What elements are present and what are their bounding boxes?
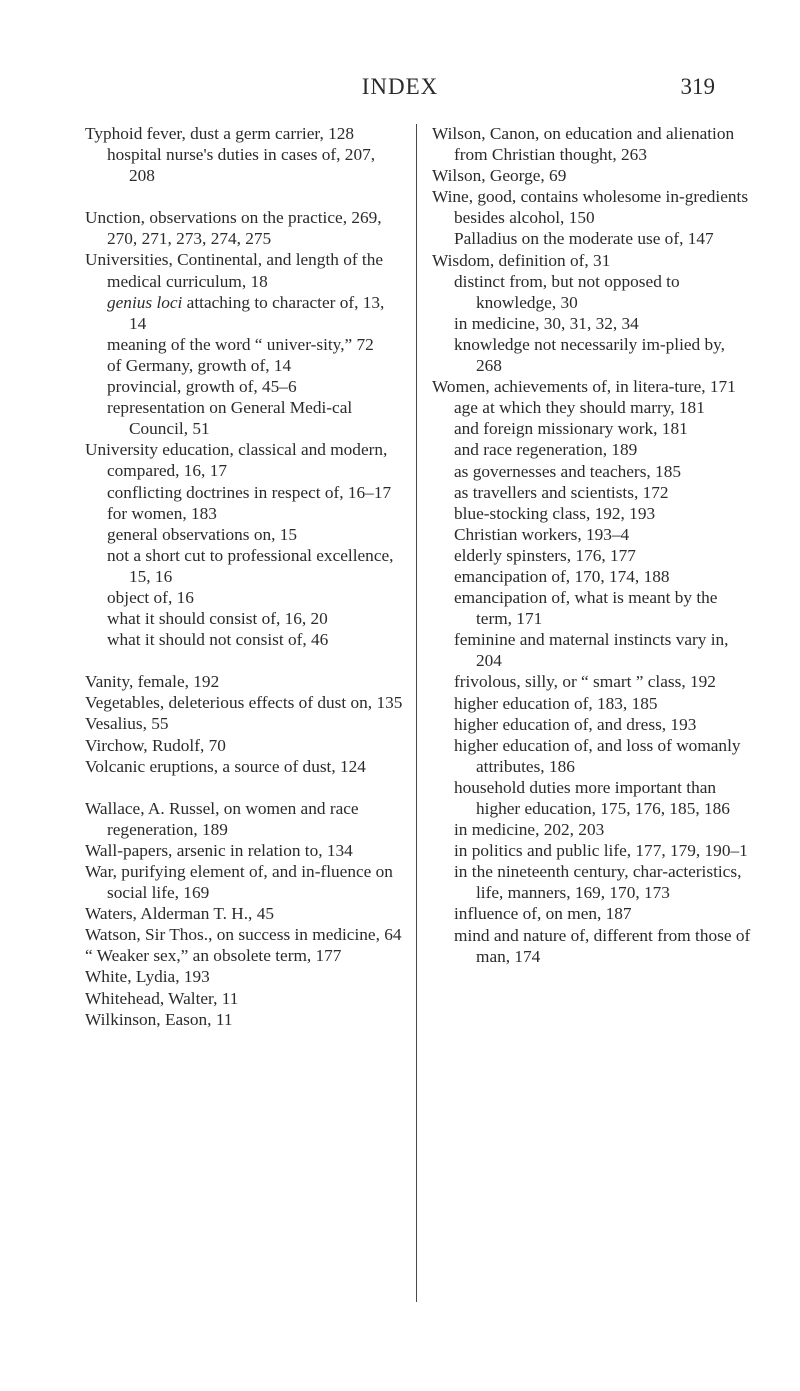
left-column — [85, 123, 403, 1030]
index-subentry: general observations on, 15 — [107, 524, 298, 544]
index-group — [85, 439, 403, 650]
page-header — [0, 74, 800, 104]
index-entry: Wallace, A. Russel, on women and race regeneration, 189 — [85, 798, 359, 839]
index-entry: Universities, Continental, and length of the medical curriculum, 18 — [85, 250, 384, 291]
index-entry: Wine, good, contains wholesome in-gredients besides alcohol, 150 — [432, 187, 749, 228]
index-term-italic: genius loci — [107, 292, 183, 312]
index-subentry: age at which they should marry, 181 — [454, 398, 705, 418]
index-group — [85, 123, 403, 186]
index-group — [432, 123, 752, 967]
index-subentry — [85, 292, 403, 334]
index-subentry: blue-stocking class, 192, 193 — [454, 503, 656, 523]
index-group — [85, 798, 403, 1030]
index-subentry: meaning of the word “ univer-sity,” 72 — [107, 334, 374, 354]
index-subentry: feminine and maternal instincts vary in, 204 — [454, 630, 729, 671]
index-entry: Wall-papers, arsenic in relation to, 134 — [85, 840, 353, 860]
index-subentry: distinct from, but not opposed to knowledge, 30 — [454, 271, 680, 312]
index-entry: Wilkinson, Eason, 11 — [85, 1009, 233, 1029]
index-entry: Watson, Sir Thos., on success in medicine, 64 — [85, 925, 402, 945]
index-entry: Vegetables, deleterious effects of dust on, 135 — [85, 693, 403, 713]
index-subentry: and foreign missionary work, 181 — [454, 419, 688, 439]
index-subentry: influence of, on men, 187 — [454, 904, 632, 924]
index-subentry: frivolous, silly, or “ smart ” class, 192 — [454, 672, 716, 692]
page-title: INDEX — [361, 74, 439, 99]
index-entry: Wilson, George, 69 — [432, 166, 567, 186]
index-group — [85, 207, 403, 249]
index-group — [85, 671, 403, 776]
index-subentry: hospital nurse's duties in cases of, 207, 208 — [107, 145, 376, 186]
index-subentry: emancipation of, 170, 174, 188 — [454, 566, 670, 586]
index-entry-text: attaching to character of, 13, 14 — [129, 292, 385, 333]
index-subentry: in politics and public life, 177, 179, 190–1 — [454, 841, 748, 861]
index-entry: “ Weaker sex,” an obsolete term, 177 — [85, 946, 342, 966]
index-subentry: in the nineteenth century, char-acteristics, life, manners, 169, 170, 173 — [454, 862, 742, 903]
index-subentry: what it should consist of, 16, 20 — [107, 609, 328, 629]
index-entry: Whitehead, Walter, 11 — [85, 988, 239, 1008]
index-entry: Vanity, female, 192 — [85, 672, 220, 692]
index-subentry: emancipation of, what is meant by the term, 171 — [454, 588, 718, 629]
index-entry: Typhoid fever, dust a germ carrier, 128 — [85, 124, 355, 143]
right-column — [432, 123, 752, 967]
index-subentry: not a short cut to professional excellence, 15, 16 — [107, 545, 394, 586]
index-subentry: Christian workers, 193–4 — [454, 524, 630, 544]
page-number: 319 — [680, 74, 715, 99]
index-subentry: in medicine, 202, 203 — [454, 820, 605, 840]
index-entry: Virchow, Rudolf, 70 — [85, 735, 226, 755]
index-entry: Volcanic eruptions, a source of dust, 124 — [85, 756, 366, 776]
index-subentry: Palladius on the moderate use of, 147 — [454, 229, 714, 249]
index-entry: Unction, observations on the practice, 269, 270, 271, 273, 274, 275 — [85, 208, 382, 249]
index-subentry: household duties more important than higher education, 175, 176, 185, 186 — [454, 777, 730, 818]
index-subentry: higher education of, and loss of womanly attributes, 186 — [454, 735, 741, 776]
index-subentry: for women, 183 — [107, 503, 217, 523]
index-subentry: and race regeneration, 189 — [454, 440, 638, 460]
index-entry: Wisdom, definition of, 31 — [432, 250, 611, 270]
index-subentry: as governesses and teachers, 185 — [454, 461, 681, 481]
index-entry: White, Lydia, 193 — [85, 967, 210, 987]
index-subentry: higher education of, and dress, 193 — [454, 714, 697, 734]
index-entry: Waters, Alderman T. H., 45 — [85, 904, 274, 924]
index-subentry: of Germany, growth of, 14 — [107, 355, 292, 375]
index-subentry: in medicine, 30, 31, 32, 34 — [454, 313, 639, 333]
index-subentry: what it should not consist of, 46 — [107, 630, 329, 650]
index-subentry: object of, 16 — [107, 587, 194, 607]
index-subentry: elderly spinsters, 176, 177 — [454, 545, 636, 565]
index-subentry: conflicting doctrines in respect of, 16–17 — [107, 482, 392, 502]
index-subentry: representation on General Medi-cal Council, 51 — [107, 398, 353, 439]
index-subentry: knowledge not necessarily im-plied by, 268 — [454, 334, 725, 376]
index-subentry: higher education of, 183, 185 — [454, 693, 658, 713]
index-subentry: provincial, growth of, 45–6 — [107, 377, 297, 397]
index-subentry: as travellers and scientists, 172 — [454, 482, 669, 502]
index-entry: War, purifying element of, and in-fluence on social life, 169 — [85, 862, 393, 903]
index-subentry: mind and nature of, different from those of man, 174 — [454, 925, 751, 966]
index-group — [85, 249, 403, 439]
index-entry: University education, classical and modern, compared, 16, 17 — [85, 440, 388, 481]
index-entry: Vesalius, 55 — [85, 714, 169, 734]
index-entry: Wilson, Canon, on education and alienation from Christian thought, 263 — [432, 124, 735, 165]
index-entry: Women, achievements of, in litera-ture, 171 — [432, 377, 736, 397]
column-divider — [416, 124, 417, 1302]
